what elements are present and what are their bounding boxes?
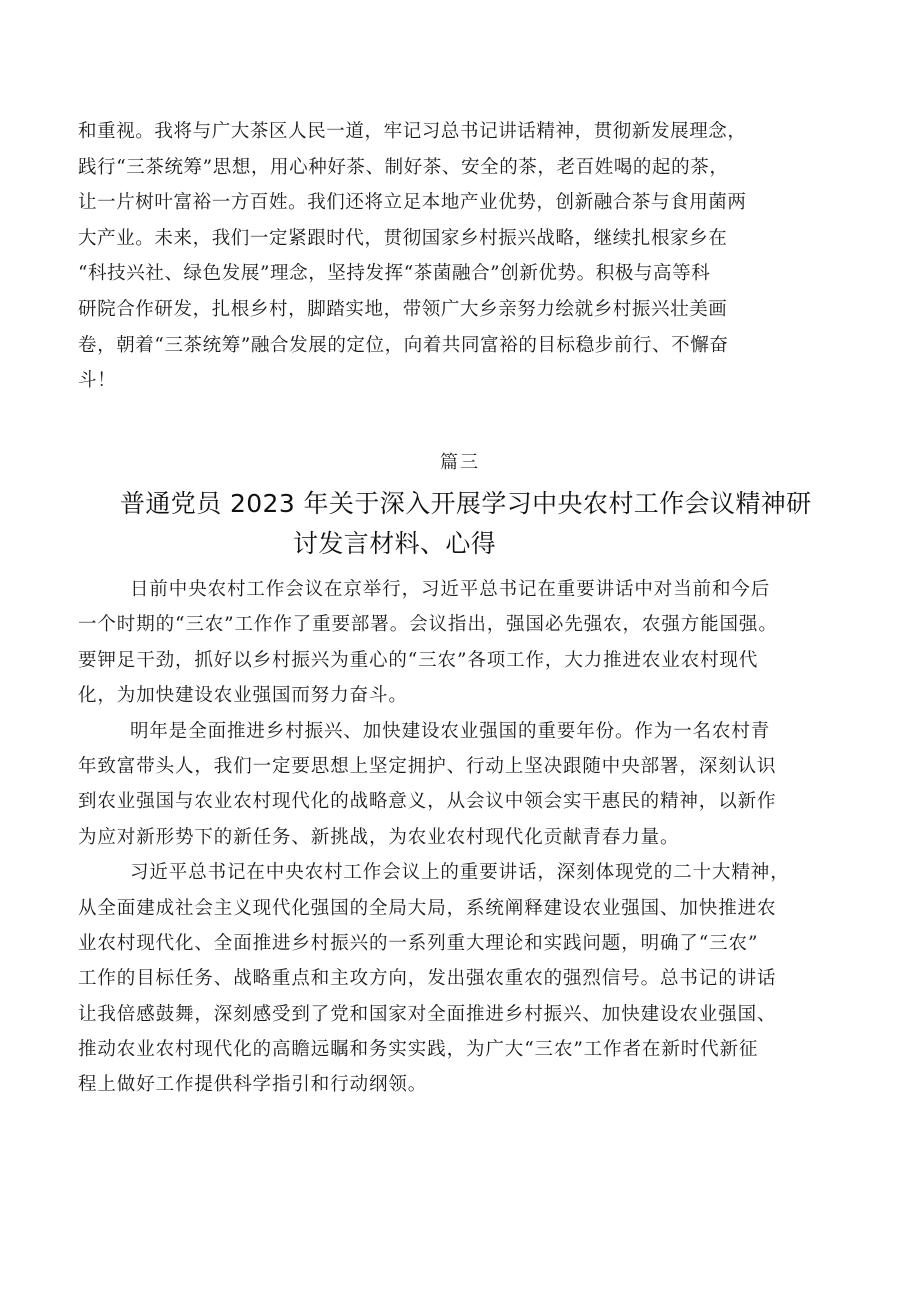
paragraph: [78, 855, 858, 1103]
article-body: [78, 572, 858, 1103]
text-line: 工作的目标任务、战略重点和主攻方向，发出强农重农的强烈信号。总书记的讲话: [78, 968, 777, 990]
text-line: 大产业。未来，我们一定紧跟时代，贯彻国家乡村振兴战略，继续扎根家乡在: [78, 227, 728, 249]
text-line: 明年是全面推进乡村振兴、加快建设农业强国的重要年份。作为一名农村青: [130, 720, 771, 742]
text-line: 化，为加快建设农业强国而努力奋斗。: [78, 685, 408, 707]
article-title: [120, 484, 840, 564]
title-line: 普通党员 2023 年关于深入开展学习中央农村工作会议精神研: [120, 489, 812, 518]
section-label: 篇三: [440, 452, 480, 473]
text-line: 程上做好工作提供科学指引和行动纲领。: [78, 1074, 428, 1096]
text-line: 从全面建成社会主义现代化强国的全局大局，系统阐释建设农业强国、加快推进农: [78, 897, 777, 919]
text-line: 研院合作研发，扎根乡村，脚踏实地，带领广大乡亲努力绘就乡村振兴壮美画: [78, 298, 728, 320]
text-line: 日前中央农村工作会议在京举行，习近平总书记在重要讲话中对当前和今后: [130, 579, 771, 600]
text-line: 推动农业农村现代化的高瞻远瞩和务实实践，为广大“三农”工作者在新时代新征: [78, 1039, 759, 1061]
text-line: “科技兴社、绿色发展”理念，坚持发挥“茶菌融合”创新优势。积极与高等科: [78, 263, 711, 285]
text-line: 和重视。我将与广大茶区人民一道，牢记习总书记讲话精神，贯彻新发展理念，: [78, 121, 747, 142]
text-line: 到农业强国与农业农村现代化的战略意义，从会议中领会实干惠民的精神，以新作: [78, 791, 777, 813]
text-line: 业农村现代化、全面推进乡村振兴的一系列重大理论和实践问题，明确了“三农”: [78, 932, 759, 954]
text-line: 一个时期的“三农”工作作了重要部署。会议指出，强国必先强农，农强方能国强。: [78, 614, 778, 636]
text-line: 践行“三茶统筹”思想，用心种好茶、制好茶、安全的茶，老百姓喝的起的茶，: [78, 156, 729, 178]
text-line: 要钾足干劲，抓好以乡村振兴为重心的“三农”各项工作，大力推进农业农村现代: [78, 649, 759, 671]
text-line: 让一片树叶富裕一方百姓。我们还将立足本地产业优势，创新融合茶与食用菌两: [78, 192, 747, 214]
text-line: 斗！: [78, 370, 117, 392]
text-line: 年致富带头人，我们一定要思想上坚定拥护、行动上坚决跟随中央部署，深刻认识: [78, 755, 777, 777]
text-line: 为应对新形势下的新任务、新挑战，为农业农村现代化贡献青春力量。: [78, 826, 680, 848]
text-line: 让我倍感鼓舞，深刻感受到了党和国家对全面推进乡村振兴、加快建设农业强国、: [78, 1003, 777, 1025]
text-line: 习近平总书记在中央农村工作会议上的重要讲话，深刻体现党的二十大精神，: [130, 862, 790, 884]
title-line: 讨发言材料、心得: [293, 529, 497, 558]
paragraph: [78, 714, 858, 856]
paragraph: [78, 572, 858, 714]
continuation-text: [78, 114, 848, 399]
text-line: 卷，朝着“三茶统筹”融合发展的定位，向着共同富裕的目标稳步前行、不懈奋: [78, 334, 729, 356]
